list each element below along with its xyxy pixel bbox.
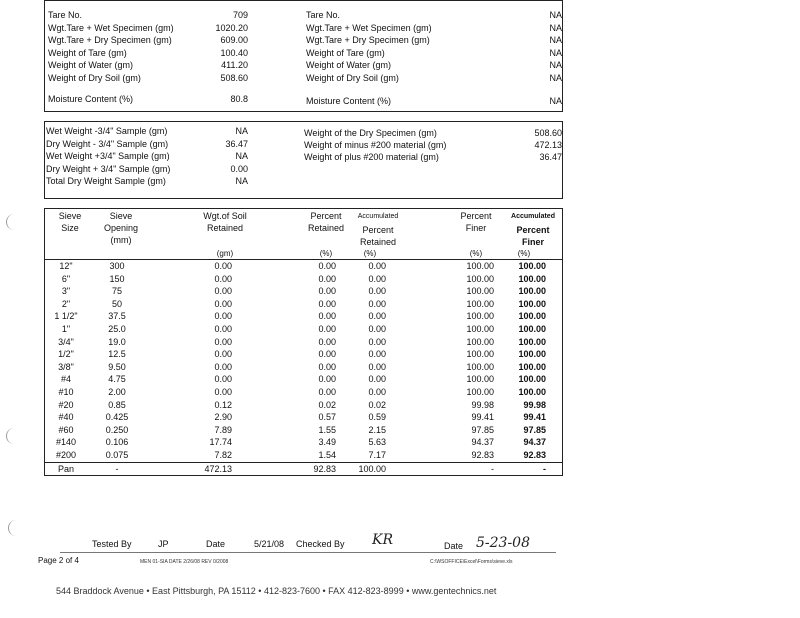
pan-cell-finer: -	[491, 464, 494, 474]
sieve-cell-opening: 0.106	[105, 437, 129, 448]
sieve-cell-retained: 0.00	[214, 286, 232, 297]
sieve-cell-opening: 75	[111, 286, 122, 297]
sieve-cell-retained: 0.12	[214, 399, 232, 410]
moisture-right-label: Wgt.Tare + Dry Specimen (gm)	[306, 35, 430, 45]
sample-left-value: NA	[235, 126, 248, 136]
sieve-cell-finer: 94.37	[471, 437, 494, 448]
sieve-cell-acc: 2.15	[368, 424, 386, 435]
header-accumulated-finer-unit: (%)	[517, 249, 531, 258]
moisture-left-label: Weight of Dry Soil (gm)	[48, 72, 141, 83]
sieve-cell-finer: 100.00	[466, 273, 494, 284]
moisture-right-value: NA	[549, 72, 562, 83]
header-text: Retained	[206, 223, 244, 233]
header-text: Retained	[307, 223, 345, 233]
sieve-cell-acc: 0.02	[368, 399, 386, 410]
header-text: Percent	[362, 225, 394, 235]
sieve-cell-retained: 7.82	[214, 450, 232, 460]
moisture-left-label: Wgt.Tare + Dry Specimen (gm)	[48, 35, 172, 45]
sample-right-value: 36.47	[539, 152, 562, 162]
sieve-cell-retained: 0.00	[214, 349, 232, 360]
sieve-header-rule	[44, 259, 563, 260]
moisture-content-label-right: Moisture Content (%)	[306, 96, 392, 106]
sieve-cell-acc_finer: 100.00	[518, 311, 546, 322]
sample-right-value: 472.13	[534, 140, 562, 150]
date-label: Date	[206, 539, 226, 549]
moisture-content-value: 80.8	[230, 94, 248, 104]
sieve-cell-retained: 0.00	[214, 324, 232, 334]
sieve-cell-size: 3/8"	[58, 361, 74, 372]
sieve-cell-pct: 0.00	[318, 298, 336, 309]
sieve-cell-finer: 100.00	[466, 261, 494, 271]
sieve-cell-acc: 5.63	[368, 437, 386, 448]
sieve-cell-pct: 0.00	[318, 311, 336, 322]
sieve-cell-acc: 0.00	[368, 311, 386, 322]
sieve-cell-opening: 0.250	[105, 424, 129, 435]
sieve-cell-opening: 0.85	[108, 399, 126, 410]
sieve-cell-size: 12"	[59, 261, 73, 271]
moisture-content-label: Moisture Content (%)	[48, 94, 134, 104]
sample-left-label: Dry Weight - 3/4" Sample (gm)	[46, 138, 169, 149]
pan-cell-opening: -	[115, 464, 119, 474]
header-text: (mm)	[110, 235, 132, 245]
sieve-cell-pct: 0.00	[318, 261, 336, 271]
sieve-cell-opening: 9.50	[108, 361, 126, 372]
sieve-cell-acc: 7.17	[368, 450, 386, 460]
header-text: Retained	[359, 237, 397, 247]
sieve-cell-acc: 0.00	[368, 349, 386, 360]
moisture-right-value: NA	[549, 60, 562, 70]
checked-by-label: Checked By	[296, 539, 345, 549]
pan-cell-pct: 92.83	[313, 464, 336, 474]
sieve-cell-finer: 97.85	[471, 424, 494, 435]
sieve-cell-pct: 1.54	[318, 450, 336, 460]
header-text: Wgt.of Soil	[203, 211, 247, 221]
page-number: Page 2 of 4	[38, 556, 79, 565]
sieve-cell-finer: 100.00	[466, 311, 494, 322]
sieve-cell-finer: 100.00	[466, 298, 494, 309]
sieve-cell-pct: 0.00	[318, 349, 336, 360]
sieve-cell-pct: 0.00	[318, 361, 336, 372]
company-address: 544 Braddock Avenue • East Pittsburgh, PA 15112 • 412-823-7600 • FAX 412-823-8999 • www.gentechnics.net	[56, 586, 497, 596]
sieve-cell-pct: 3.49	[318, 437, 336, 448]
moisture-left-value: 100.40	[220, 47, 248, 58]
sieve-cell-size: #20	[58, 399, 74, 410]
sample-left-value: 0.00	[230, 163, 248, 174]
header-text: Finer	[521, 237, 544, 247]
sieve-cell-finer: 100.00	[466, 349, 494, 360]
header-text: Size	[61, 223, 79, 233]
sieve-cell-retained: 0.00	[214, 374, 232, 385]
sample-left-value: 36.47	[225, 138, 248, 149]
punch-hole-mark	[8, 520, 19, 536]
sample-left-label: Wet Weight -3/4" Sample (gm)	[46, 126, 168, 136]
sieve-cell-pct: 1.55	[318, 424, 336, 435]
header-accumulated-retained	[350, 224, 406, 248]
sieve-cell-size: #10	[58, 387, 74, 397]
sieve-cell-acc_finer: 100.00	[518, 273, 546, 284]
header-text: Percent	[310, 211, 342, 221]
sieve-cell-acc_finer: 92.83	[523, 450, 546, 460]
sample-left-label: Dry Weight + 3/4" Sample (gm)	[46, 163, 171, 174]
moisture-right-label: Weight of Water (gm)	[306, 60, 392, 70]
sieve-cell-acc: 0.00	[368, 374, 386, 385]
sample-left-value: NA	[235, 151, 248, 161]
moisture-right-value: NA	[549, 35, 562, 45]
sieve-cell-opening: 50	[111, 298, 122, 309]
sieve-cell-pct: 0.00	[318, 387, 336, 397]
header-retained-unit: (gm)	[216, 249, 234, 258]
date2-label: Date	[444, 541, 464, 551]
sieve-cell-size: #4	[60, 374, 71, 385]
sieve-cell-size: #60	[58, 424, 74, 435]
moisture-right-value: NA	[549, 22, 562, 33]
header-accumulated-finer	[504, 224, 562, 248]
header-percent-retained-unit: (%)	[319, 249, 333, 258]
tested-by-value: JP	[158, 539, 169, 549]
header-accumulated-retained-small: Accumulated	[357, 213, 399, 220]
sieve-cell-acc_finer: 100.00	[518, 361, 546, 372]
sieve-cell-pct: 0.00	[318, 273, 336, 284]
date2-handwritten: 5-23-08	[476, 535, 530, 551]
sieve-cell-pct: 0.02	[318, 399, 336, 410]
moisture-right-label: Wgt.Tare + Wet Specimen (gm)	[306, 22, 432, 33]
sieve-cell-acc: 0.00	[368, 286, 386, 297]
sieve-cell-acc_finer: 100.00	[518, 387, 546, 397]
sample-right-label: Weight of the Dry Specimen (gm)	[304, 128, 437, 138]
header-sieve-opening	[96, 210, 146, 246]
sieve-cell-finer: 100.00	[466, 387, 494, 397]
sample-right-label: Weight of minus #200 material (gm)	[304, 140, 447, 150]
sieve-cell-acc_finer: 100.00	[518, 374, 546, 385]
form-code: MEN 01-SIA DATE 2/26/08 REV 0/2008	[140, 559, 229, 565]
sieve-cell-opening: 150	[109, 273, 125, 284]
moisture-left-value: 508.60	[220, 72, 248, 83]
sieve-cell-retained: 0.00	[214, 311, 232, 322]
sieve-cell-acc_finer: 99.41	[523, 412, 546, 423]
tested-by-label: Tested By	[92, 539, 132, 549]
sieve-cell-acc_finer: 94.37	[523, 437, 546, 448]
sieve-cell-retained: 17.74	[209, 437, 232, 448]
sieve-cell-pct: 0.57	[318, 412, 336, 423]
sieve-cell-opening: 4.75	[108, 374, 126, 385]
header-percent-finer	[448, 210, 504, 234]
moisture-left-value: 411.20	[221, 60, 248, 70]
sieve-cell-opening: 19.0	[108, 336, 126, 347]
header-text: Opening	[103, 223, 139, 233]
sieve-cell-acc: 0.00	[368, 387, 386, 397]
sieve-cell-acc_finer: 100.00	[518, 298, 546, 309]
sieve-cell-size: #40	[58, 412, 74, 423]
moisture-left-label: Weight of Water (gm)	[48, 60, 134, 70]
moisture-left-value: 609.00	[220, 35, 248, 45]
sieve-cell-opening: 0.425	[105, 412, 129, 423]
sample-right-value: 508.60	[534, 128, 562, 138]
sieve-cell-acc: 0.00	[368, 298, 386, 309]
sieve-cell-acc_finer: 100.00	[518, 349, 546, 360]
sieve-cell-pct: 0.00	[318, 286, 336, 297]
sieve-cell-opening: 25.0	[108, 324, 126, 334]
sieve-cell-finer: 92.83	[471, 450, 494, 460]
pan-cell-acc: 100.00	[358, 464, 386, 474]
sieve-cell-size: 2"	[61, 298, 71, 309]
date-value: 5/21/08	[254, 539, 285, 549]
sieve-cell-finer: 100.00	[466, 286, 494, 297]
sieve-cell-acc: 0.00	[368, 324, 386, 334]
sieve-cell-opening: 12.5	[108, 349, 126, 360]
sieve-cell-acc: 0.00	[368, 273, 386, 284]
sample-right-label: Weight of plus #200 material (gm)	[304, 152, 439, 162]
sample-left-value: NA	[235, 176, 248, 186]
moisture-right-value: NA	[549, 47, 562, 58]
sieve-cell-acc: 0.00	[368, 261, 386, 271]
punch-hole-mark	[6, 428, 17, 444]
sieve-cell-retained: 0.00	[214, 273, 232, 284]
file-path: C:\WSOFFICE\Excel\Forms\sieve.xls	[430, 559, 513, 565]
header-text: Percent	[460, 211, 492, 221]
sieve-cell-acc_finer: 99.98	[523, 399, 546, 410]
sieve-cell-finer: 100.00	[466, 336, 494, 347]
sieve-cell-finer: 99.41	[471, 412, 494, 423]
header-percent-retained	[298, 210, 354, 234]
header-text: Finer	[465, 223, 487, 233]
moisture-left-value: 1020.20	[215, 22, 248, 33]
sieve-cell-size: 1/2"	[58, 349, 74, 360]
header-text: Sieve	[109, 211, 133, 221]
moisture-right-value: NA	[549, 10, 562, 20]
sieve-cell-size: 3/4"	[58, 336, 74, 347]
header-text: Percent	[516, 225, 550, 235]
moisture-left-label: Weight of Tare (gm)	[48, 47, 127, 58]
sieve-cell-acc_finer: 100.00	[518, 336, 546, 347]
sieve-cell-finer: 99.98	[471, 399, 494, 410]
sieve-cell-acc_finer: 100.00	[518, 286, 546, 297]
sieve-cell-size: 6"	[61, 273, 71, 284]
sieve-cell-retained: 0.00	[214, 261, 232, 271]
sample-left-label: Wet Weight +3/4" Sample (gm)	[46, 151, 170, 161]
moisture-right-label: Weight of Dry Soil (gm)	[306, 72, 399, 83]
moisture-right-label: Weight of Tare (gm)	[306, 47, 385, 58]
sieve-cell-opening: 37.5	[108, 311, 126, 322]
header-sieve-size	[50, 210, 90, 234]
sieve-cell-acc_finer: 100.00	[518, 324, 546, 334]
signature-rule	[60, 552, 556, 553]
sieve-cell-retained: 0.00	[214, 387, 232, 397]
sieve-cell-retained: 7.89	[214, 424, 232, 435]
sieve-cell-finer: 100.00	[466, 324, 494, 334]
sieve-cell-acc_finer: 100.00	[518, 261, 546, 271]
header-text: Sieve	[58, 211, 82, 221]
sieve-cell-size: #140	[55, 437, 77, 448]
header-percent-finer-unit: (%)	[469, 249, 483, 258]
punch-hole-mark	[6, 214, 17, 230]
sieve-cell-retained: 0.00	[214, 361, 232, 372]
header-retained	[190, 210, 260, 234]
sieve-cell-acc: 0.00	[368, 336, 386, 347]
sieve-cell-acc: 0.00	[368, 361, 386, 372]
sieve-cell-size: 1"	[61, 324, 71, 334]
sample-left-label: Total Dry Weight Sample (gm)	[46, 176, 166, 186]
sieve-cell-pct: 0.00	[318, 336, 336, 347]
pan-cell-retained: 472.13	[204, 464, 232, 474]
sieve-cell-pct: 0.00	[318, 374, 336, 385]
sieve-cell-opening: 2.00	[108, 387, 126, 397]
sieve-cell-opening: 0.075	[105, 450, 129, 460]
moisture-content-value-right: NA	[549, 96, 562, 106]
pan-cell-acc_finer: -	[543, 464, 546, 474]
moisture-left-value: 709	[232, 10, 248, 20]
pan-cell-size: Pan	[57, 464, 74, 474]
sieve-cell-acc_finer: 97.85	[523, 424, 546, 435]
header-accumulated-retained-unit: (%)	[363, 249, 377, 258]
sieve-cell-size: 3"	[61, 286, 71, 297]
sieve-cell-retained: 0.00	[214, 298, 232, 309]
sieve-cell-retained: 0.00	[214, 336, 232, 347]
moisture-left-label: Tare No.	[48, 10, 83, 20]
sieve-cell-acc: 0.59	[368, 412, 386, 423]
sieve-cell-pct: 0.00	[318, 324, 336, 334]
sieve-cell-retained: 2.90	[214, 412, 232, 423]
sieve-cell-finer: 100.00	[466, 374, 494, 385]
checked-by-signature: KR	[372, 532, 393, 548]
sieve-cell-size: #200	[55, 450, 77, 460]
sieve-cell-size: 1 1/2"	[54, 311, 78, 322]
moisture-left-label: Wgt.Tare + Wet Specimen (gm)	[48, 22, 174, 33]
moisture-right-label: Tare No.	[306, 10, 341, 20]
sieve-cell-opening: 300	[109, 261, 125, 271]
sieve-cell-finer: 100.00	[466, 361, 494, 372]
sieve-pan-rule	[44, 462, 563, 463]
header-accumulated-finer-small: Accumulated	[511, 213, 555, 220]
